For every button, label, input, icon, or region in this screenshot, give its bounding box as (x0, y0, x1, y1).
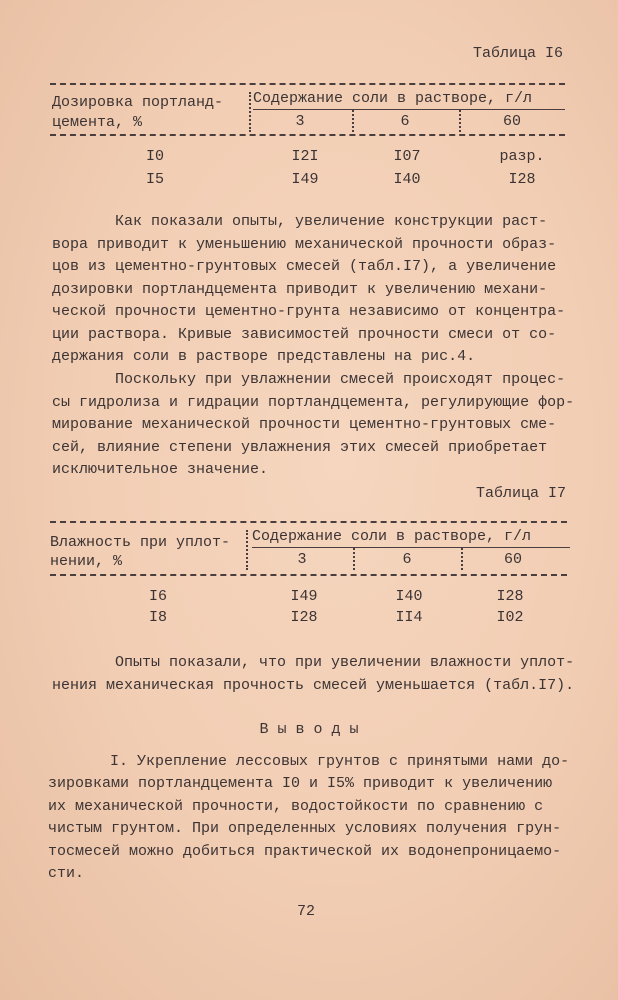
text-line: мирование механической прочности цементно-грунтовых сме- (52, 416, 557, 433)
cell: I28 (496, 588, 524, 605)
column-separator (461, 548, 463, 570)
cell: I49 (291, 171, 319, 188)
cell: I40 (395, 588, 423, 605)
row-label: I8 (148, 609, 167, 626)
text-line: сти. (48, 865, 85, 882)
column-separator (249, 92, 251, 132)
column-header: 3 (297, 551, 307, 568)
text-line: I. Укрепление лессовых грунтов с принятыми нами до- (110, 753, 570, 770)
text-line: нения механическая прочность смесей уменьшается (табл.I7). (52, 677, 575, 694)
page-number: 72 (296, 903, 315, 920)
column-header: 6 (402, 551, 412, 568)
text-line: Опыты показали, что при увеличении влажности уплот- (115, 654, 575, 671)
column-header: 60 (502, 113, 521, 130)
text-line: держания соли в растворе представлены на рис.4. (52, 348, 476, 365)
column-header: 3 (295, 113, 305, 130)
text-line: ческой прочности цементно-грунта независимо от концентра- (52, 303, 566, 320)
text-line: тосмесей можно добиться практической их водонепроницаемо- (48, 843, 562, 860)
row-label: I0 (145, 148, 164, 165)
cell: I2I (291, 148, 319, 165)
cell: разр. (499, 148, 545, 165)
column-separator (353, 548, 355, 570)
table17-caption: Таблица I7 (475, 485, 566, 502)
text-line: Поскольку при увлажнении смесей происходят процес- (115, 371, 566, 388)
text-line: цов из цементно-грунтовых смесей (табл.I7), а увеличение (52, 258, 557, 275)
table-rule (50, 134, 565, 136)
cell: I28 (508, 171, 536, 188)
conclusions-heading: В ы в о д ы (259, 721, 359, 738)
table-rule (50, 83, 565, 85)
text-line: Как показали опыты, увеличение конструкции раст- (115, 213, 548, 230)
row-label: I6 (148, 588, 167, 605)
table-rule (50, 574, 567, 576)
text-line: дозировки портландцемента приводит к увеличению механи- (52, 281, 548, 298)
text-line: вора приводит к уменьшению механической прочности образ- (52, 236, 557, 253)
row-header-line1: Дозировка портланд- (52, 94, 224, 111)
text-line: сей, влияние степени увлажнения этих смесей приобретает (52, 439, 548, 456)
text-line: чистым грунтом. При определенных условиях получения грун- (48, 820, 562, 837)
row-label: I5 (145, 171, 164, 188)
text-line: ции раствора. Кривые зависимостей прочности смеси от со- (52, 326, 557, 343)
cell: I28 (290, 609, 318, 626)
row-header-line2: нении, % (50, 553, 123, 570)
cell: II4 (395, 609, 423, 626)
table-rule (50, 521, 567, 523)
cell: I49 (290, 588, 318, 605)
text-line: их механической прочности, водостойкости по сравнению с (48, 798, 544, 815)
text-line: сы гидролиза и гидрации портландцемента, регулирующие фор- (52, 394, 575, 411)
column-separator (246, 530, 248, 570)
column-header: 60 (503, 551, 522, 568)
group-header: Содержание соли в растворе, г/л (252, 528, 532, 545)
group-underline (252, 547, 570, 548)
group-header: Содержание соли в растворе, г/л (253, 90, 533, 107)
row-header-line2: цемента, % (52, 114, 143, 131)
column-header: 6 (400, 113, 410, 130)
column-separator (352, 110, 354, 132)
column-separator (459, 110, 461, 132)
cell: I02 (496, 609, 524, 626)
text-line: исключительное значение. (52, 461, 269, 478)
cell: I40 (393, 171, 421, 188)
group-underline (253, 109, 565, 110)
row-header-line1: Влажность при уплот- (50, 534, 231, 551)
text-line: зировками портландцемента I0 и I5% приводит к увеличению (48, 775, 553, 792)
cell: I07 (393, 148, 421, 165)
table16-caption: Таблица I6 (472, 45, 563, 62)
